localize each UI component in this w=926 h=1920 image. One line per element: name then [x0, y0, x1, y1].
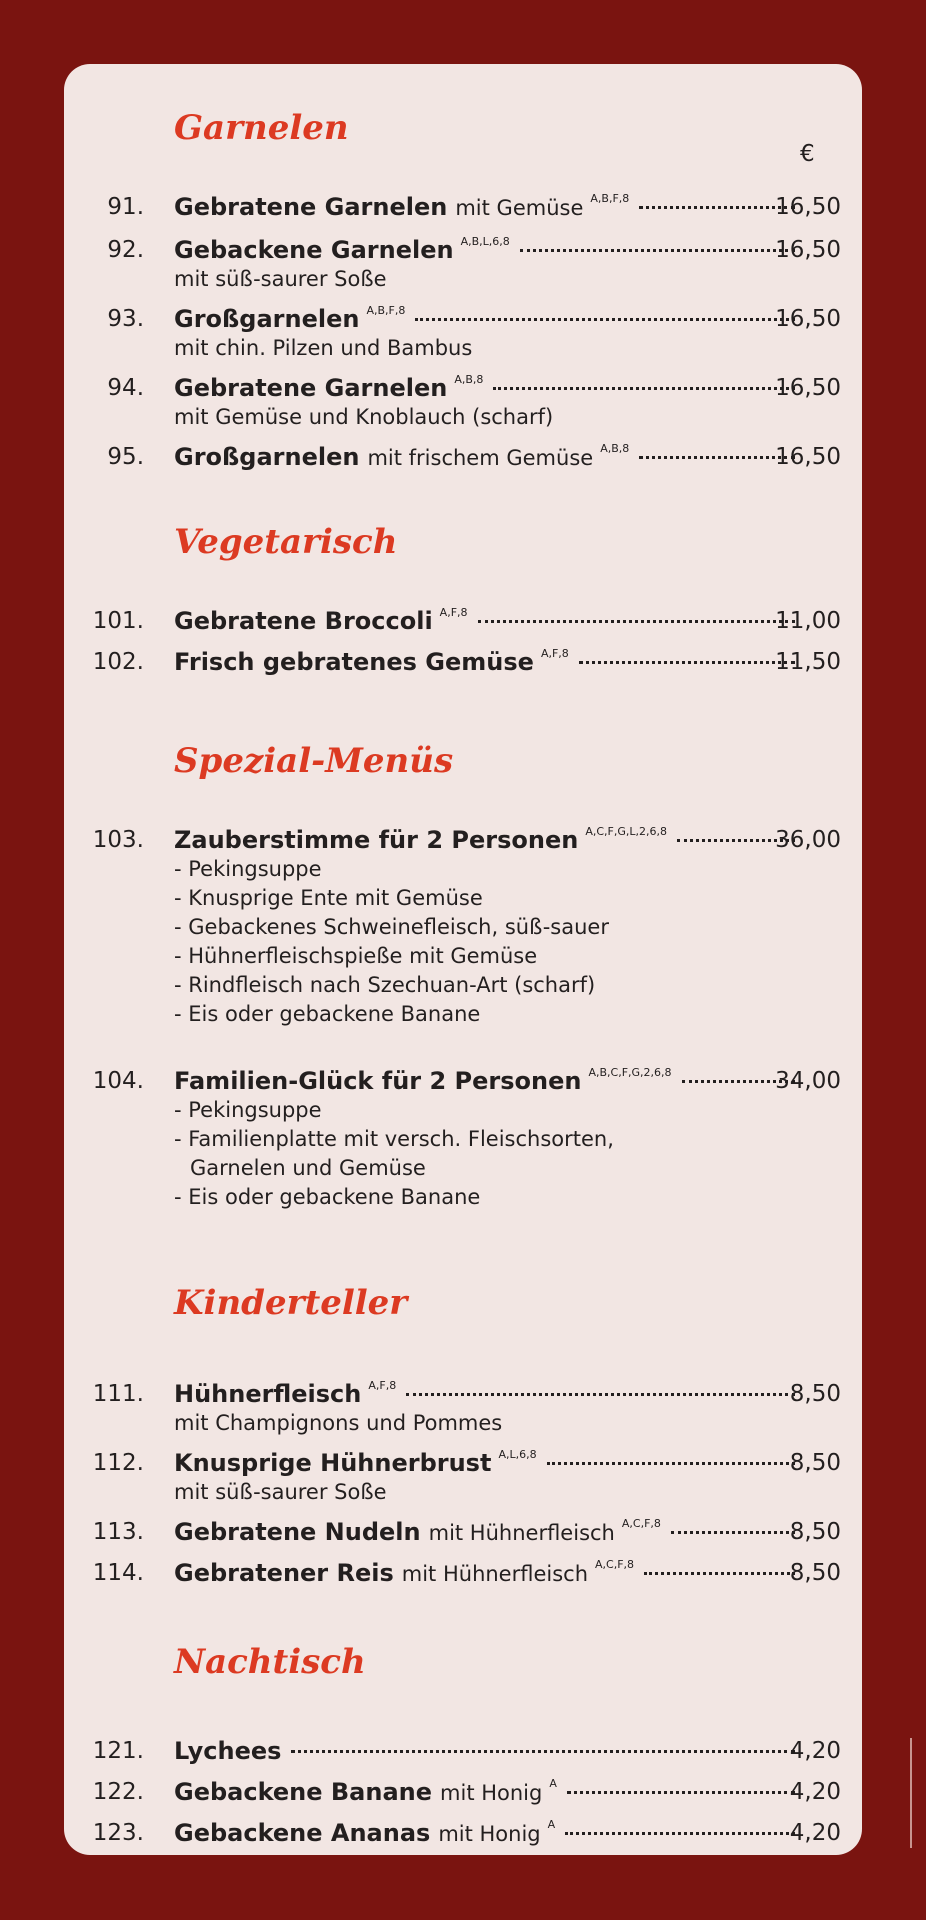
allergen-codes: A,B,L,6,8 — [460, 235, 510, 248]
allergen-codes: A,F,8 — [368, 1379, 397, 1392]
menu-item — [64, 606, 862, 636]
menu-item — [64, 1736, 862, 1766]
item-price: 16,50 — [775, 375, 841, 401]
item-name: Frisch gebratenes Gemüse — [174, 648, 534, 676]
item-extra: mit Hühnerfleisch — [401, 1562, 589, 1586]
item-price: 8,50 — [789, 1519, 841, 1545]
item-price: 8,50 — [789, 1560, 841, 1586]
currency-symbol: € — [800, 141, 815, 167]
item-description: mit Gemüse und Knoblauch (scharf) — [174, 405, 554, 429]
item-price: 34,00 — [775, 1068, 841, 1094]
menu-card — [64, 64, 862, 1855]
item-name: Gebratener Reis — [174, 1559, 394, 1587]
menu-item — [64, 373, 862, 403]
section-title: Spezial-Menüs — [174, 741, 454, 781]
item-number: 93. — [107, 306, 144, 332]
allergen-codes: A,C,F,8 — [595, 1558, 635, 1571]
item-name: Knusprige Hühnerbrust — [174, 1449, 492, 1477]
item-extra: mit frischem Gemüse — [367, 446, 594, 470]
allergen-codes: A,B,C,F,G,2,6,8 — [588, 1066, 672, 1079]
menu-item — [64, 1066, 862, 1096]
menu-item — [64, 304, 862, 334]
item-extra: mit Gemüse — [455, 196, 584, 220]
item-name: Gebratene Broccoli — [174, 607, 433, 635]
allergen-codes: A,B,F,8 — [366, 304, 406, 317]
item-price: 8,50 — [789, 1450, 841, 1476]
allergen-codes: A — [547, 1818, 556, 1831]
menu-item — [64, 825, 862, 855]
item-name: Lychees — [174, 1737, 282, 1765]
allergen-codes: A,F,8 — [540, 647, 569, 660]
menu-item — [64, 442, 862, 472]
item-name: Zauberstimme für 2 Personen — [174, 826, 579, 854]
item-price: 4,20 — [789, 1738, 841, 1764]
section-title: Nachtisch — [174, 1642, 366, 1682]
allergen-codes: A,C,F,G,L,2,6,8 — [585, 825, 667, 838]
item-extra: mit Honig — [440, 1781, 543, 1805]
item-price: 11,00 — [775, 608, 841, 634]
item-name: Gebratene Garnelen — [174, 193, 448, 221]
item-name: Gebackene Ananas — [174, 1819, 431, 1847]
item-number: 101. — [92, 608, 144, 634]
allergen-codes: A,F,8 — [439, 606, 468, 619]
item-number: 104. — [92, 1068, 144, 1094]
item-description: mit süß-saurer Soße — [174, 267, 387, 291]
item-price: 11,50 — [775, 649, 841, 675]
menu-item — [64, 1818, 862, 1848]
allergen-codes: A,B,8 — [600, 442, 630, 455]
item-price: 36,00 — [775, 827, 841, 853]
item-number: 92. — [107, 237, 144, 263]
item-number: 95. — [107, 444, 144, 470]
scrollbar-track[interactable] — [910, 1738, 912, 1848]
item-price: 4,20 — [789, 1820, 841, 1846]
item-description: - Familienplatte mit versch. Fleischsorten, — [174, 1127, 614, 1151]
item-extra: mit Hühnerfleisch — [428, 1521, 615, 1545]
item-price: 8,50 — [789, 1381, 841, 1407]
allergen-codes: A — [549, 1777, 557, 1790]
item-price: 16,50 — [775, 237, 841, 263]
item-name: Familien-Glück für 2 Personen — [174, 1067, 582, 1095]
item-description: mit Champignons und Pommes — [174, 1411, 503, 1435]
item-name: Gebratene Nudeln — [174, 1518, 421, 1546]
allergen-codes: A,C,F,8 — [621, 1517, 661, 1530]
menu-item — [64, 1379, 862, 1409]
item-number: 113. — [92, 1519, 144, 1545]
menu-item — [64, 1517, 862, 1547]
menu-item — [64, 235, 862, 265]
item-name: Gebackene Garnelen — [174, 236, 454, 264]
section-title: Kinderteller — [174, 1283, 408, 1323]
item-name: Großgarnelen — [174, 305, 360, 333]
item-name: Hühnerfleisch — [174, 1380, 362, 1408]
item-number: 103. — [92, 827, 144, 853]
item-description: - Knusprige Ente mit Gemüse — [174, 886, 483, 910]
menu-item — [64, 647, 862, 677]
item-number: 111. — [92, 1381, 144, 1407]
item-description: - Eis oder gebackene Banane — [174, 1185, 481, 1209]
item-number: 121. — [92, 1738, 144, 1764]
item-description: - Eis oder gebackene Banane — [174, 1002, 481, 1026]
item-number: 94. — [107, 375, 144, 401]
item-description: mit chin. Pilzen und Bambus — [174, 336, 473, 360]
item-price: 16,50 — [775, 444, 841, 470]
menu-item — [64, 192, 862, 222]
item-extra: mit Honig — [438, 1822, 541, 1846]
item-description: - Pekingsuppe — [174, 857, 322, 881]
menu-item — [64, 1777, 862, 1807]
item-name: Großgarnelen — [174, 443, 360, 471]
item-number: 91. — [107, 194, 144, 220]
item-price: 16,50 — [775, 306, 841, 332]
menu-item — [64, 1448, 862, 1478]
item-name: Gebratene Garnelen — [174, 374, 448, 402]
item-description: - Gebackenes Schweinefleisch, süß-sauer — [174, 915, 609, 939]
menu-item — [64, 1558, 862, 1588]
item-description: - Pekingsuppe — [174, 1098, 322, 1122]
item-number: 112. — [92, 1450, 144, 1476]
item-price: 16,50 — [775, 194, 841, 220]
item-price: 4,20 — [789, 1779, 841, 1805]
item-description: - Hühnerfleischspieße mit Gemüse — [174, 944, 538, 968]
item-description: mit süß-saurer Soße — [174, 1480, 387, 1504]
item-name: Gebackene Banane — [174, 1778, 433, 1806]
item-number: 122. — [92, 1779, 144, 1805]
allergen-codes: A,B,8 — [454, 373, 484, 386]
item-description: - Rindfleisch nach Szechuan-Art (scharf) — [174, 973, 596, 997]
item-number: 123. — [92, 1820, 144, 1846]
allergen-codes: A,B,F,8 — [590, 192, 630, 205]
item-description: Garnelen und Gemüse — [190, 1156, 426, 1180]
item-number: 114. — [92, 1560, 144, 1586]
allergen-codes: A,L,6,8 — [498, 1448, 537, 1461]
item-number: 102. — [92, 649, 144, 675]
section-title: Garnelen — [174, 108, 349, 148]
section-title: Vegetarisch — [174, 522, 398, 562]
